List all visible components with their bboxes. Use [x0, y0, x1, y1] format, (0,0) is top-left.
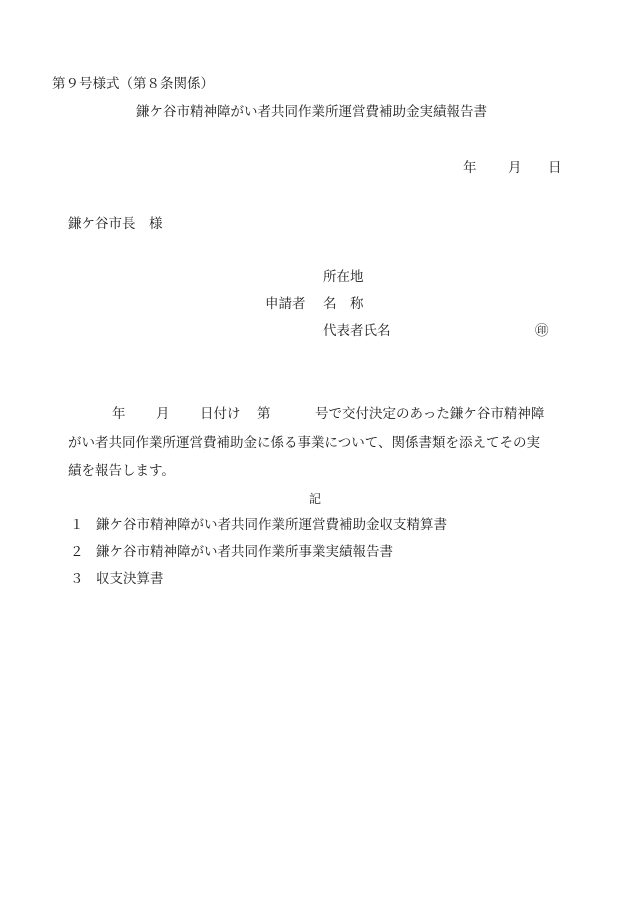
name-label: 名 称: [323, 296, 364, 312]
list-item-text: 鎌ケ谷市精神障がい者共同作業所運営費補助金収支精算書: [96, 517, 447, 533]
applicant-label: 申請者: [265, 296, 306, 312]
body-number-prefix: 第: [257, 406, 271, 422]
addressee: 鎌ケ谷市長 様: [68, 216, 163, 232]
seal-mark: ㊞: [535, 323, 549, 339]
date-day-label: 日: [548, 160, 562, 176]
date-year-label: 年: [463, 160, 477, 176]
body-paragraph-line-2: がい者共同作業所運営費補助金に係る事業について、関係書類を添えてその実: [68, 435, 540, 451]
form-number: 第９号様式（第８条関係）: [52, 76, 214, 92]
list-item-number: １: [70, 517, 84, 533]
body-paragraph-line-3: 績を報告します。: [68, 463, 175, 479]
body-year-label: 年: [112, 406, 126, 422]
list-item-text: 鎌ケ谷市精神障がい者共同作業所事業実績報告書: [96, 544, 393, 560]
ki-heading: 記: [309, 492, 322, 506]
list-item-text: 収支決算書: [96, 571, 164, 587]
list-item-number: ２: [70, 544, 84, 560]
list-item-number: ３: [70, 571, 84, 587]
address-label: 所在地: [323, 269, 364, 285]
body-dated-label: 日付け: [200, 406, 241, 422]
date-month-label: 月: [508, 160, 522, 176]
body-line-1-text: 号で交付決定のあった鎌ケ谷市精神障: [315, 406, 545, 422]
document-title: 鎌ケ谷市精神障がい者共同作業所運営費補助金実績報告書: [136, 104, 487, 120]
body-month-label: 月: [156, 406, 170, 422]
representative-label: 代表者氏名: [323, 323, 391, 339]
